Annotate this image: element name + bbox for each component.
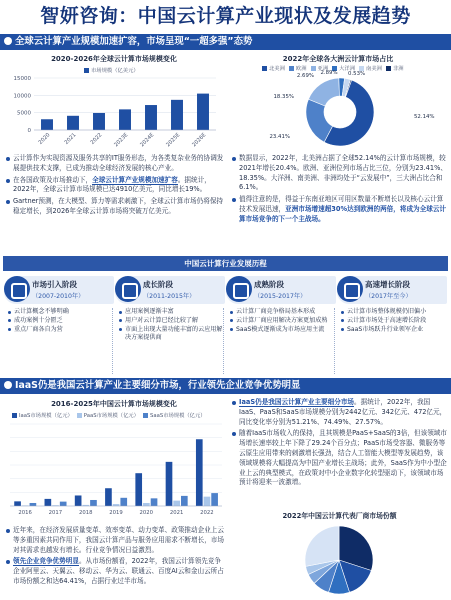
stage-years: （2011-2015年） (143, 293, 196, 300)
x-tick-label: 2022 (89, 132, 104, 146)
legend-swatch (143, 413, 148, 418)
chart-legend-china (12, 411, 210, 419)
stage-point: 云计算概念不够明确 (8, 308, 112, 317)
legend-label: 南美洲 (366, 66, 382, 72)
x-tick-label: 2018 (78, 510, 93, 516)
legend-label: IaaS市场规模（亿元） (19, 413, 73, 419)
stage-point: 成功案例十分匮乏 (8, 317, 112, 326)
bar (120, 498, 127, 506)
stage-years: （2017年至今） (365, 293, 412, 300)
stage-card (4, 276, 114, 376)
development-history-title: 中国云计算行业发展历程 (3, 256, 448, 271)
bar (45, 499, 52, 506)
bullet-icon (4, 37, 12, 45)
stage-name: 成熟阶段 (254, 280, 284, 289)
banner-text: 全球云计算产业规模加速扩容，市场呈现“一超多强”态势 (15, 36, 253, 47)
slice-value-label: 18.35% (273, 94, 294, 100)
page-title: 智妍咨询：中国云计算产业现状及发展趋势 (40, 5, 411, 27)
x-tick-label: 2021 (169, 510, 184, 516)
stage-points (8, 308, 112, 334)
slice-value-label: 2.69% (296, 73, 314, 79)
paragraph: 随着IaaS市场收入的保持，且其规模是PaaS+SaaS的3倍，但该领域市场增长速率较上年下降了29.24个百分点；PaaS市场受容器、微服务等云原生应用带来的刺激增长强劲，结合人工智能大模型等发展趋势，该领域规模将大幅提高为中国产业增长主战场；此外，SaaS作为中小型企业上云的典型模式，在政策对中小企业数字化转型驱动下，该领域市场预计将迎来一波激增。 (232, 429, 447, 488)
paragraph: 领先企业竞争优势明显。从市场份额看，2022年，我国云计算领先竞争企业阿里云、天翼云、移动云、华为云、联通云、百度AI云和金山云所占市场份额之和达64.41%，占据行业过半市场。 (6, 557, 226, 586)
stage-icon (4, 276, 30, 302)
stage-point: 市面上出现大量功能丰富的云应用解决方案提供商 (119, 326, 223, 344)
bar (135, 473, 142, 506)
stage-divider (223, 308, 224, 374)
stage-icon (226, 276, 252, 302)
legend-label: 非洲 (392, 66, 404, 72)
bar (211, 493, 218, 506)
legend-item (12, 413, 73, 419)
section-banner-china (0, 378, 451, 394)
legend-swatch (262, 66, 267, 71)
continent-share-pie-chart (228, 72, 448, 152)
stage-points (230, 308, 334, 334)
bar (41, 119, 53, 130)
bar (60, 502, 67, 506)
stage-point: 云计算市场处于高速增长阶段 (341, 317, 445, 326)
paragraph: IaaS仍是我国云计算产业主要细分市场。据统计，2022年，我国IaaS、PaaS和SaaS市场规模分别为2442亿元、342亿元、472亿元，同比变化率分别为51.21%、74.49%、27.57%。 (232, 398, 447, 427)
bar (67, 116, 79, 130)
legend-item (143, 413, 206, 419)
stage-name: 高速增长阶段 (365, 280, 410, 289)
bar (166, 462, 173, 506)
china-analysis-text-left (6, 526, 226, 598)
slice-value-label: 52.14% (414, 114, 435, 120)
x-tick-label: 2020 (139, 510, 154, 516)
global-analysis-text-right (232, 154, 447, 254)
x-tick-label: 2026E (191, 132, 208, 149)
bar (151, 498, 158, 506)
legend-label: 市场规模（亿美元） (91, 68, 139, 74)
legend-swatch (359, 66, 364, 71)
stage-card (115, 276, 225, 376)
paragraph: Gartner预测，在大模型、算力等需求刺激下，全球云计算市场仍将保持稳定增长，到2026年全球云计算市场将突破万亿美元。 (6, 197, 224, 217)
chart-legend-global (84, 66, 139, 74)
bar (197, 94, 209, 130)
slice-value-label: 2.89% (320, 70, 338, 76)
y-tick-label: 15000 (13, 76, 31, 82)
banner-text: IaaS仍是我国云计算产业主要细分市场，行业领先企业竞争优势明显 (15, 380, 301, 391)
stage-name: 市场引入阶段 (32, 280, 77, 289)
legend-label: 欧洲 (295, 66, 307, 72)
x-tick-label: 2016 (18, 510, 32, 516)
paragraph: 在各国政策及市场推动下，全球云计算产业规模加速扩容。据统计，2022年，全球云计算市场规模已达4910亿美元，同比增长19%。 (6, 176, 224, 196)
legend-label: PaaS市场规模（亿元） (83, 413, 139, 419)
paragraph: 云计算作为实现资源及服务共享的IT服务形态，为各类复杂业务的协调发展提供技术支撑，已成为推动全球经济发展的核心产业。 (6, 154, 224, 174)
stage-point: SaaS模式逐渐成为市场应用主流 (230, 326, 334, 335)
chart-title-vendor-share: 2022年中国云计算代表厂商市场份额 (282, 512, 397, 520)
vendor-share-pie-chart (232, 520, 447, 598)
paragraph: 数据显示，2022年，北美洲占据了全球52.14%的云计算市场规模，较2021年增长20.4%。欧洲、亚洲位列市场占比三位，分别为23.41%、18.35%。大洋洲、南美洲、非洲均处于“云发展中”，三大洲占比合和6.1%。 (232, 154, 447, 193)
highlight-text: 领先企业竞争优势明显 (13, 557, 79, 566)
highlight-text: IaaS仍是我国云计算产业主要细分市场 (239, 398, 355, 406)
bar (181, 496, 188, 506)
y-tick-label: 10000 (13, 93, 31, 100)
legend-label: SaaS市场规模（亿元） (149, 413, 206, 419)
stage-point: 重点厂商各自为营 (8, 326, 112, 335)
stage-divider (112, 308, 113, 374)
bar (90, 500, 97, 506)
china-analysis-text-right (232, 398, 447, 512)
stage-name: 成长阶段 (143, 280, 173, 289)
legend-swatch (311, 66, 316, 71)
highlight-text: 亚洲市场增速超30%达到欧洲的两倍，将成为全球云计算市场竞争的下一个主战场。 (239, 204, 447, 223)
chart-title-continent-share: 2022年全球各大洲云计算市场占比 (282, 55, 394, 63)
x-tick-label: 2020 (37, 132, 52, 146)
bar (105, 488, 112, 506)
paragraph: 值得注意的是，得益于东南亚地区可用区数量不断增长以及核心云计算技术发展迅速，亚洲市场增速超30%达到欧洲的两倍，将成为全球云计算市场竞争的下一个主战场。 (232, 195, 447, 224)
stage-points (119, 308, 223, 343)
stage-point: 云计算市场整体规模仍旧偏小 (341, 308, 445, 317)
stage-years: （2015-2017年） (254, 293, 307, 300)
bar (75, 495, 82, 506)
stage-point: 云计算厂商应用解决方案更加成熟 (230, 317, 334, 326)
x-tick-label: 2025E (165, 132, 182, 149)
china-market-bar-chart (4, 420, 226, 520)
highlight-text: 全球云计算产业规模加速扩容 (92, 175, 178, 184)
pie-slice (305, 526, 339, 566)
bar (143, 503, 150, 506)
bar (14, 501, 21, 506)
stage-card (337, 276, 447, 376)
x-tick-label: 2019 (109, 510, 123, 516)
bar (145, 105, 157, 130)
legend-swatch (386, 66, 391, 71)
legend-swatch (77, 413, 82, 418)
legend-swatch (12, 413, 17, 418)
bullet-icon (4, 381, 12, 389)
section-banner-global (0, 34, 451, 50)
bar (93, 113, 105, 130)
y-tick-label: 0 (27, 128, 31, 134)
bar (30, 503, 37, 506)
x-tick-label: 2024E (139, 132, 156, 149)
bar (171, 100, 183, 130)
x-tick-label: 2017 (48, 510, 63, 516)
bar (204, 497, 211, 506)
stage-points (341, 308, 445, 334)
stage-icon (337, 276, 363, 302)
bar (119, 109, 131, 130)
bar (196, 439, 203, 506)
stage-point: 应用案例逐渐丰富 (119, 308, 223, 317)
stage-card (226, 276, 336, 376)
global-market-bar-chart (4, 74, 224, 150)
legend-item (77, 413, 139, 419)
bar (173, 501, 180, 506)
stage-point: 云计算厂商竞争格局基本形成 (230, 308, 334, 317)
x-tick-label: 2021 (63, 132, 78, 146)
legend-label: 大洋洲 (339, 66, 356, 72)
stage-point: SaaS市场跃升行业领军企业 (341, 326, 445, 335)
stage-divider (334, 308, 335, 374)
legend-label: 北美洲 (269, 66, 285, 72)
paragraph: 近年来，在经济发展质量变革、效率变革、动力变革、政策推动企业上云等多重因素共同作用下，我国云计算产品与服务应用需求不断增长，市场对其需求也越发有增长。行业竞争情况日益激烈。 (6, 526, 226, 555)
x-tick-label: 2023E (113, 132, 130, 149)
x-tick-label: 2022 (200, 510, 214, 516)
slice-value-label: 0.53% (348, 71, 366, 77)
stage-point: 用户对云计算已经比较了解 (119, 317, 223, 326)
chart-title-china-market: 2016-2025年中国云计算市场规模变化 (51, 400, 177, 408)
y-tick-label: 5000 (17, 110, 31, 117)
legend-swatch (84, 68, 89, 73)
stage-icon (115, 276, 141, 302)
chart-legend-continent (262, 64, 432, 72)
legend-label: 亚洲 (317, 66, 329, 72)
global-analysis-text-left (6, 154, 224, 254)
stage-years: （2007-2010年） (32, 293, 85, 300)
slice-value-label: 23.41% (269, 134, 290, 140)
legend-swatch (289, 66, 294, 71)
chart-title-global-market: 2020-2026年全球云计算市场规模变化 (51, 55, 177, 63)
